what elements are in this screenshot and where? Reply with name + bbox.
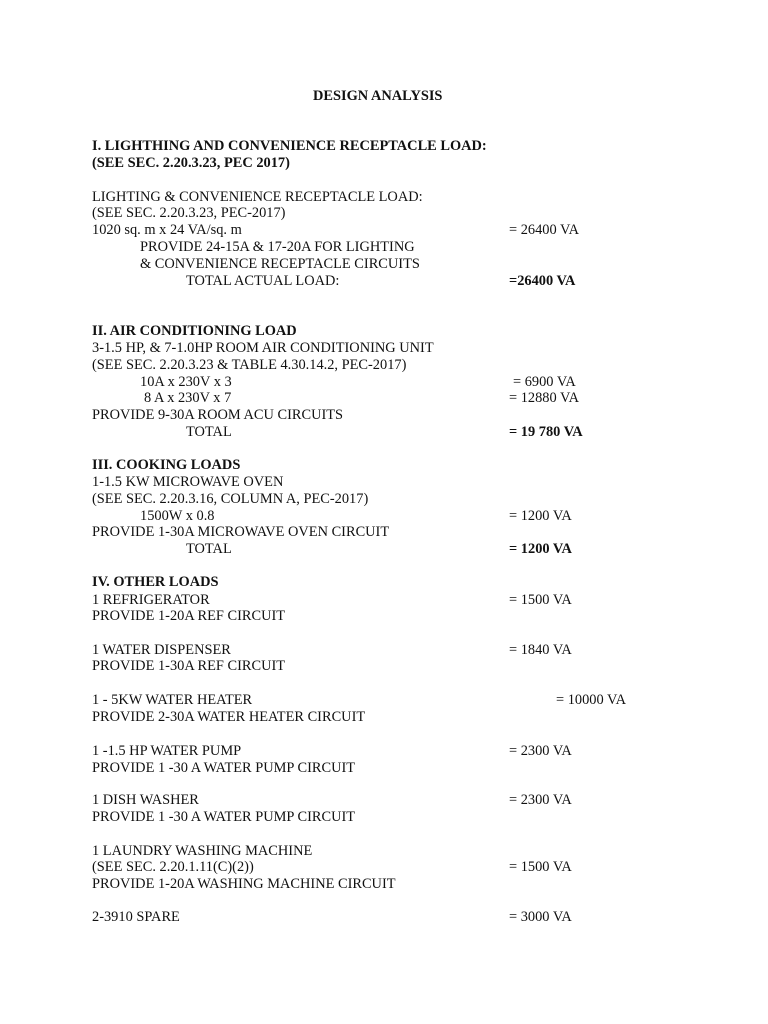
section2-calc2-value: = 12880 VA	[509, 390, 579, 406]
dispenser-provide: PROVIDE 1-30A REF CIRCUIT	[92, 658, 286, 674]
section1-provide1: PROVIDE 24-15A & 17-20A FOR LIGHTING	[140, 239, 415, 255]
pump-value: = 2300 VA	[509, 743, 572, 759]
refrigerator-value: = 1500 VA	[509, 592, 572, 608]
section1-heading: I. LIGHTHING AND CONVENIENCE RECEPTACLE LOAD:	[92, 138, 487, 154]
section2-calc2: 8 A x 230V x 7	[144, 390, 232, 406]
section3-heading: III. COOKING LOADS	[92, 457, 241, 473]
section1-calc-value: = 26400 VA	[509, 222, 579, 238]
dispenser-value: = 1840 VA	[509, 642, 572, 658]
pump-provide: PROVIDE 1 -30 A WATER PUMP CIRCUIT	[92, 760, 356, 776]
section2-provide: PROVIDE 9-30A ROOM ACU CIRCUITS	[92, 407, 344, 423]
document-title: DESIGN ANALYSIS	[313, 88, 443, 104]
section2-total-label: TOTAL	[186, 424, 232, 440]
laundry-provide: PROVIDE 1-20A WASHING MACHINE CIRCUIT	[92, 876, 396, 892]
section2-line1: 3-1.5 HP, & 7-1.0HP ROOM AIR CONDITIONING UNIT	[92, 340, 434, 356]
section2-heading: II. AIR CONDITIONING LOAD	[92, 323, 297, 339]
section2-total-value: = 19 780 VA	[509, 424, 583, 440]
dishwasher-value: = 2300 VA	[509, 792, 572, 808]
section3-total-label: TOTAL	[186, 541, 232, 557]
laundry-reference: (SEE SEC. 2.20.1.11(C)(2))	[92, 859, 254, 875]
section3-line1: 1-1.5 KW MICROWAVE OVEN	[92, 474, 284, 490]
dispenser-label: 1 WATER DISPENSER	[92, 642, 231, 658]
dishwasher-label: 1 DISH WASHER	[92, 792, 199, 808]
section3-calc: 1500W x 0.8	[140, 508, 215, 524]
refrigerator-provide: PROVIDE 1-20A REF CIRCUIT	[92, 608, 286, 624]
section1-line2: (SEE SEC. 2.20.3.23, PEC-2017)	[92, 205, 286, 221]
spare-label: 2-3910 SPARE	[92, 909, 180, 925]
section2-calc1: 10A x 230V x 3	[140, 374, 232, 390]
section1-total-label: TOTAL ACTUAL LOAD:	[186, 273, 340, 289]
laundry-label: 1 LAUNDRY WASHING MACHINE	[92, 843, 313, 859]
heater-provide: PROVIDE 2-30A WATER HEATER CIRCUIT	[92, 709, 366, 725]
section4-heading: IV. OTHER LOADS	[92, 574, 219, 590]
refrigerator-label: 1 REFRIGERATOR	[92, 592, 210, 608]
section3-provide: PROVIDE 1-30A MICROWAVE OVEN CIRCUIT	[92, 524, 390, 540]
section1-provide2: & CONVENIENCE RECEPTACLE CIRCUITS	[140, 256, 420, 272]
section2-calc1-value: = 6900 VA	[513, 374, 576, 390]
section3-calc-value: = 1200 VA	[509, 508, 572, 524]
spare-value: = 3000 VA	[509, 909, 572, 925]
laundry-value: = 1500 VA	[509, 859, 572, 875]
pump-label: 1 -1.5 HP WATER PUMP	[92, 743, 242, 759]
section1-total-value: =26400 VA	[509, 273, 576, 289]
section1-line1: LIGHTING & CONVENIENCE RECEPTACLE LOAD:	[92, 189, 423, 205]
section1-subheading: (SEE SEC. 2.20.3.23, PEC 2017)	[92, 155, 290, 171]
heater-label: 1 - 5KW WATER HEATER	[92, 692, 253, 708]
section1-calc: 1020 sq. m x 24 VA/sq. m	[92, 222, 242, 238]
section2-line2: (SEE SEC. 2.20.3.23 & TABLE 4.30.14.2, PEC-2017)	[92, 357, 407, 373]
section3-total-value: = 1200 VA	[509, 541, 572, 557]
section3-line2: (SEE SEC. 2.20.3.16, COLUMN A, PEC-2017)	[92, 491, 369, 507]
heater-value: = 10000 VA	[556, 692, 626, 708]
dishwasher-provide: PROVIDE 1 -30 A WATER PUMP CIRCUIT	[92, 809, 356, 825]
